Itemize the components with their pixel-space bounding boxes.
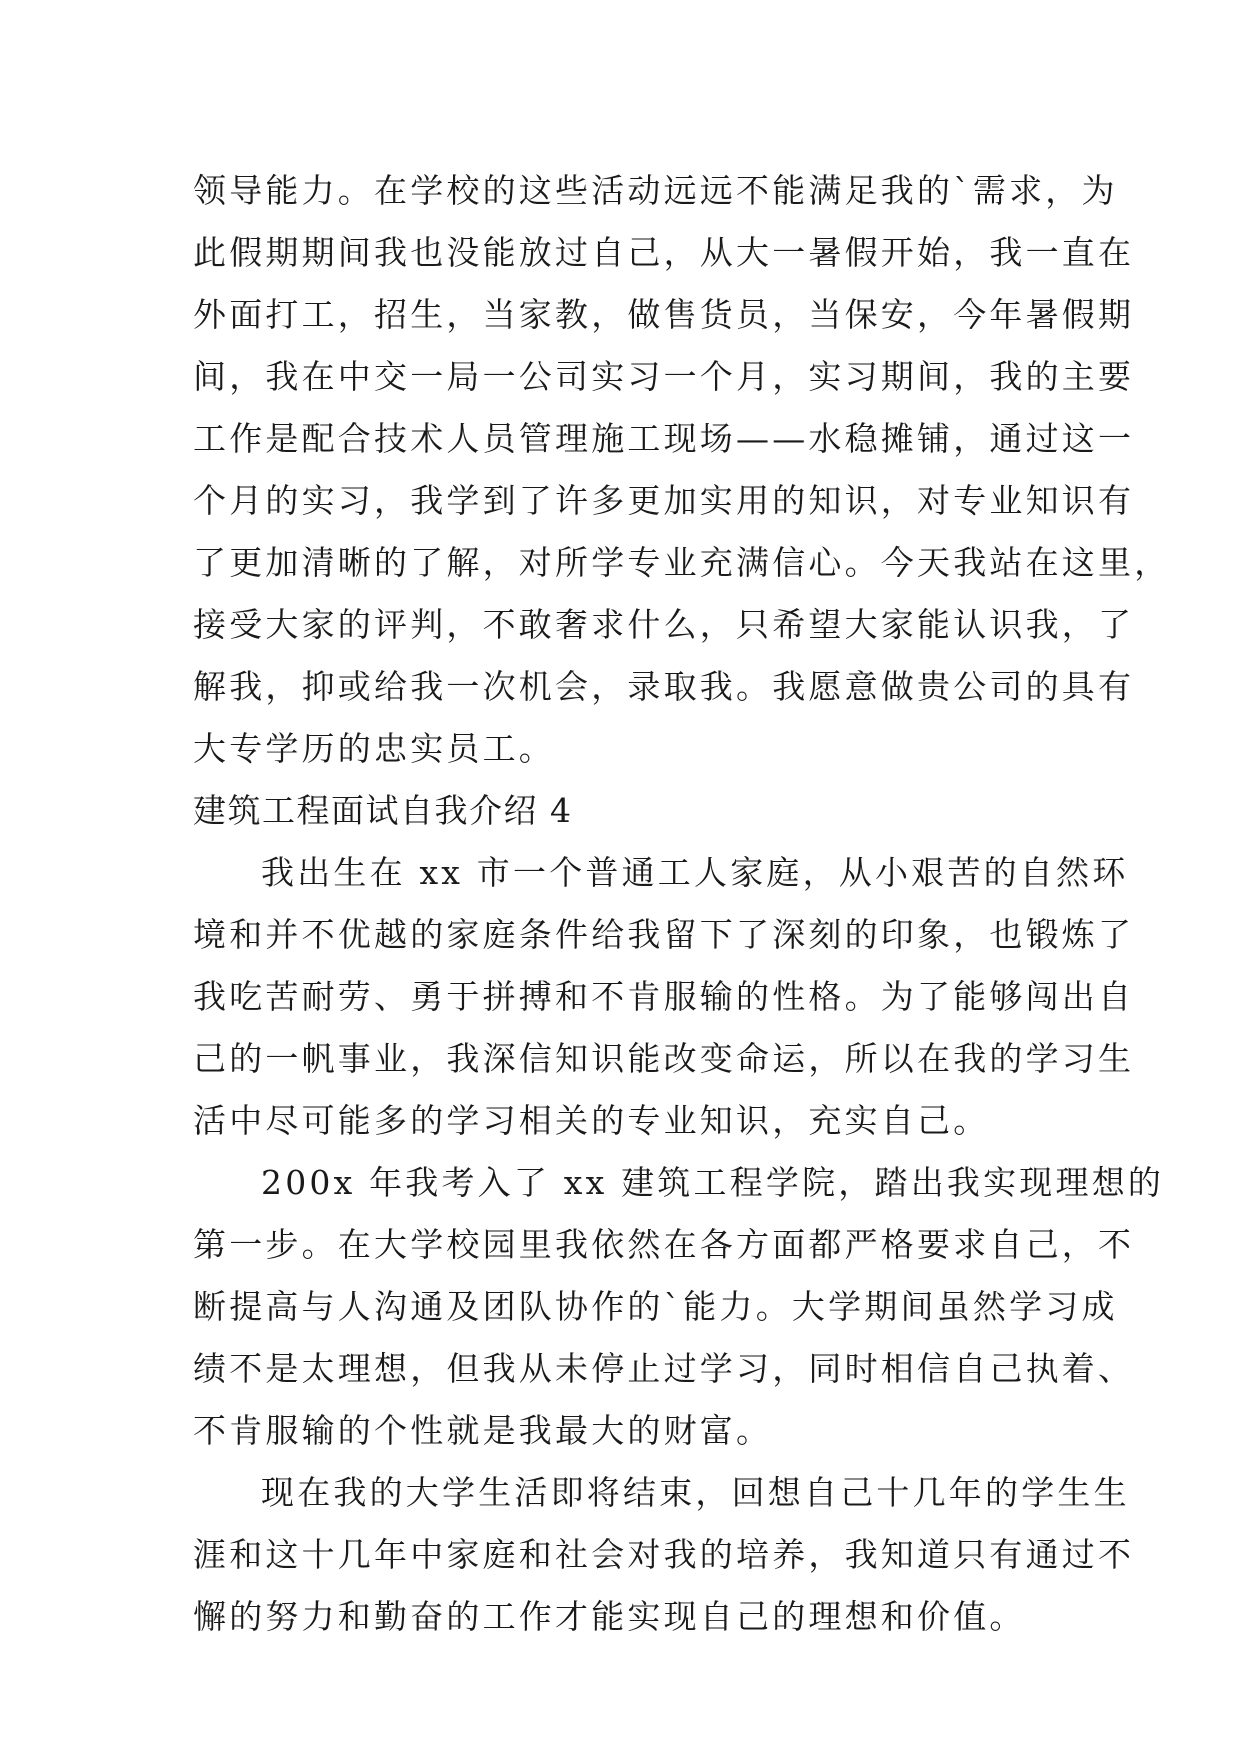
text-line: 此假期期间我也没能放过自己，从大一暑假开始，我一直在 — [193, 233, 1135, 272]
text-line: 解我，抑或给我一次机会，录取我。我愿意做贵公司的具有 — [193, 667, 1135, 706]
paragraph-1 — [193, 842, 1135, 1152]
text-line: 境和并不优越的家庭条件给我留下了深刻的印象，也锻炼了 — [193, 915, 1135, 954]
text-line: 不肯服输的个性就是我最大的财富。 — [193, 1411, 773, 1450]
text-line: 活中尽可能多的学习相关的专业知识，充实自己。 — [193, 1101, 990, 1140]
previous-section-tail — [193, 160, 1171, 780]
section-heading: 建筑工程面试自我介绍 4 — [193, 791, 573, 830]
text-line: 个月的实习，我学到了许多更加实用的知识，对专业知识有 — [193, 481, 1135, 520]
text-line: 工作是配合技术人员管理施工现场——水稳摊铺，通过这一 — [193, 419, 1135, 458]
text-line: 外面打工，招生，当家教，做售货员，当保安，今年暑假期 — [193, 295, 1135, 334]
text-line: 现在我的大学生活即将结束，回想自己十几年的学生生 — [261, 1473, 1130, 1512]
text-line: 绩不是太理想，但我从未停止过学习，同时相信自己执着、 — [193, 1349, 1135, 1388]
text-line: 接受大家的评判，不敢奢求什么，只希望大家能认识我，了 — [193, 605, 1135, 644]
text-line: 断提高与人沟通及团队协作的`能力。大学期间虽然学习成 — [193, 1287, 1118, 1326]
text-line: 我出生在 xx 市一个普通工人家庭，从小艰苦的自然环 — [261, 853, 1129, 892]
text-line: 懈的努力和勤奋的工作才能实现自己的理想和价值。 — [193, 1597, 1026, 1636]
text-line: 200x 年我考入了 xx 建筑工程学院，踏出我实现理想的 — [261, 1163, 1165, 1202]
paragraph-2 — [193, 1152, 1165, 1462]
paragraph-3 — [193, 1462, 1135, 1648]
text-line: 我吃苦耐劳、勇于拼搏和不肯服输的性格。为了能够闯出自 — [193, 977, 1135, 1016]
document-body — [193, 160, 1171, 1648]
text-line: 领导能力。在学校的这些活动远远不能满足我的`需求，为 — [193, 171, 1118, 210]
text-line: 大专学历的忠实员工。 — [193, 729, 555, 768]
text-line: 己的一帆事业，我深信知识能改变命运，所以在我的学习生 — [193, 1039, 1135, 1078]
text-line: 涯和这十几年中家庭和社会对我的培养，我知道只有通过不 — [193, 1535, 1135, 1574]
text-line: 第一步。在大学校园里我依然在各方面都严格要求自己，不 — [193, 1225, 1135, 1264]
text-line: 了更加清晰的了解，对所学专业充满信心。今天我站在这里， — [193, 543, 1171, 582]
text-line: 间，我在中交一局一公司实习一个月，实习期间，我的主要 — [193, 357, 1135, 396]
